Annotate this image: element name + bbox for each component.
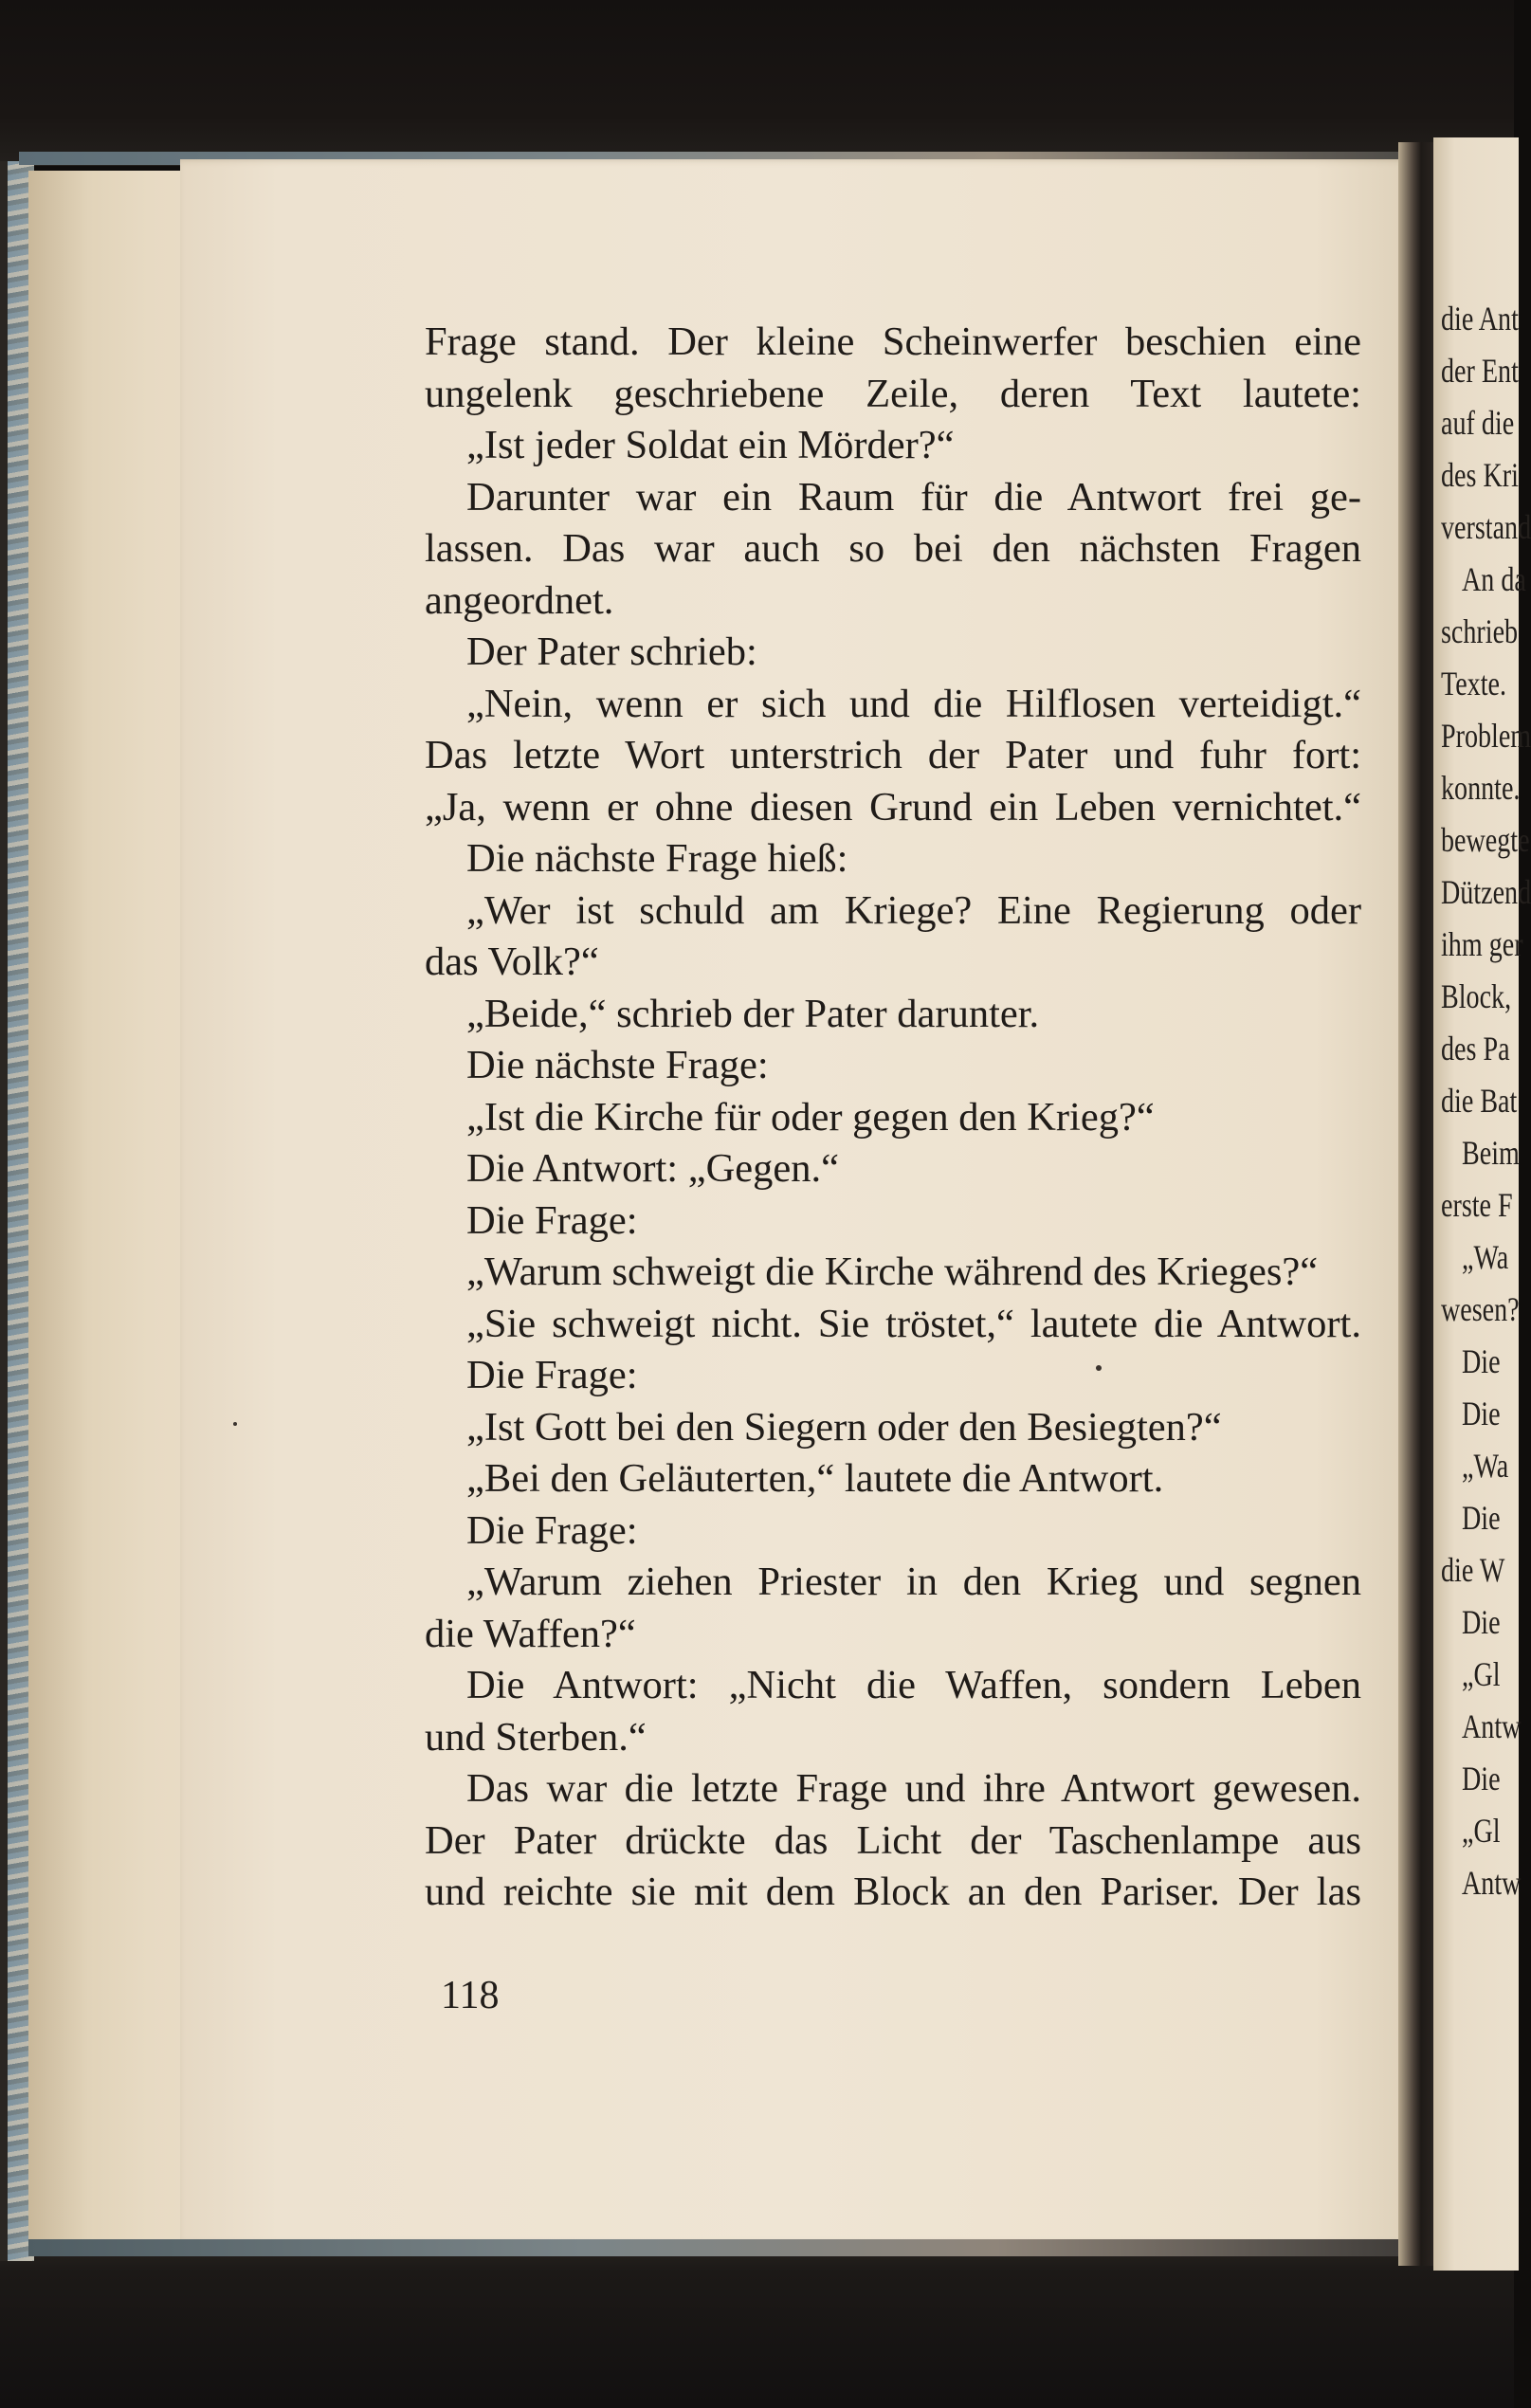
text-line: und Sterben.“ [425,1714,647,1760]
right-page-line: Die [1462,1342,1501,1380]
right-page-line: Die [1462,1603,1501,1641]
right-page-line: wesen? [1441,1290,1520,1328]
book-gutter [1398,142,1436,2266]
text-line: Die Frage: [466,1507,638,1553]
right-page-line: Dützend [1441,873,1531,911]
page-text [425,317,1361,1919]
text-line: „Ist jeder Soldat ein Mörder?“ [466,423,955,467]
text-line: Der Pater schrieb: [466,629,757,674]
text-line: und reichte sie mit dem Block an den Pariser. Der las [425,1870,1361,1914]
right-page-line: Antw [1462,1864,1522,1902]
paper-speck [1096,1365,1102,1371]
text-line: Der Pater drückte das Licht der Taschenlampe aus [425,1817,1361,1863]
text-line: Die Frage: [466,1197,638,1243]
text-line: „Beide,“ schrieb der Pater darunter. [466,991,1040,1036]
text-line: „Ist die Kirche für oder gegen den Krieg?“ [466,1094,1155,1140]
right-page-line: konnte. [1441,769,1521,807]
text-line: lassen. Das war auch so bei den nächsten Fragen [425,526,1361,571]
right-page-line: auf die [1441,404,1515,442]
right-page-line: des Pa [1441,1030,1510,1067]
right-page-line: Texte. [1441,665,1506,702]
text-line: „Bei den Geläuterten,“ lautete die Antwort. [466,1456,1164,1501]
book-cover-bottom [0,2237,1514,2408]
text-line: Die Antwort: „Nicht die Waffen, sondern Leben [466,1663,1361,1707]
text-line: Die Antwort: „Gegen.“ [466,1146,840,1191]
text-line: Die Frage: [466,1353,638,1397]
page-number: 118 [441,1974,500,2017]
text-line: ungelenk geschriebene Zeile, deren Text lautete: [425,371,1361,416]
right-page-line: Beim [1462,1134,1520,1172]
right-page-line: erste F [1441,1186,1513,1224]
right-page-line: Block, [1441,977,1512,1015]
text-line: angeordnet. [425,577,614,623]
text-line: Das war die letzte Frage und ihre Antwort gewesen. [466,1766,1361,1811]
text-line: das Volk?“ [425,939,599,984]
text-line: „Sie schweigt nicht. Sie tröstet,“ lautete die Antwort. [466,1301,1361,1346]
text-line: „Warum schweigt die Kirche während des Krieges?“ [466,1250,1319,1294]
right-page-line: Antw [1462,1707,1522,1745]
bottom-page-rim [28,2239,1413,2256]
text-line: „Ja, wenn er ohne diesen Grund ein Leben vernichtet.“ [425,784,1361,830]
page-stack [28,171,199,2247]
right-page-line: des Kri [1441,456,1519,494]
right-page-line: die W [1441,1551,1505,1589]
right-page-line: An da [1462,560,1526,598]
right-page-line: „Wa [1462,1447,1509,1485]
right-page-line: ihm ger [1441,925,1523,963]
right-page-line: schrieb [1441,612,1519,650]
paper-speck [233,1422,237,1426]
right-page-line: „Wa [1462,1238,1509,1276]
text-line: Die nächste Frage: [466,1043,769,1087]
book-cover-top [0,0,1514,166]
right-page-line: Problem [1441,717,1531,755]
right-page-line: die Bat [1441,1082,1518,1120]
text-line: Darunter war ein Raum für die Antwort frei ge- [466,474,1361,520]
right-page-line: „Gl [1462,1812,1501,1850]
text-line: Das letzte Wort unterstrich der Pater und fuhr fort: [425,733,1361,777]
right-page-line: „Gl [1462,1655,1501,1693]
text-line: Frage stand. Der kleine Scheinwerfer beschien eine [425,319,1361,364]
text-line: „Ist Gott bei den Siegern oder den Besiegten?“ [466,1404,1222,1450]
cover-edge [0,161,8,2261]
text-line: „Nein, wenn er sich und die Hilflosen verteidigt.“ [466,681,1361,726]
text-line: die Waffen?“ [425,1611,636,1656]
text-line: Die nächste Frage hieß: [466,836,848,881]
right-page-line: Die [1462,1499,1501,1537]
text-line: „Warum ziehen Priester in den Krieg und segnen [466,1560,1361,1604]
right-page-line: verstand [1441,508,1531,546]
right-page-line: Die [1462,1760,1501,1797]
right-page-line: bewegte [1441,821,1530,859]
right-page-line: die Ant [1441,300,1519,337]
right-page-line: der Ent [1441,352,1519,390]
right-page [1433,137,1531,2271]
right-page-line: Die [1462,1395,1501,1432]
text-line: „Wer ist schuld am Kriege? Eine Regierung oder [466,887,1361,933]
